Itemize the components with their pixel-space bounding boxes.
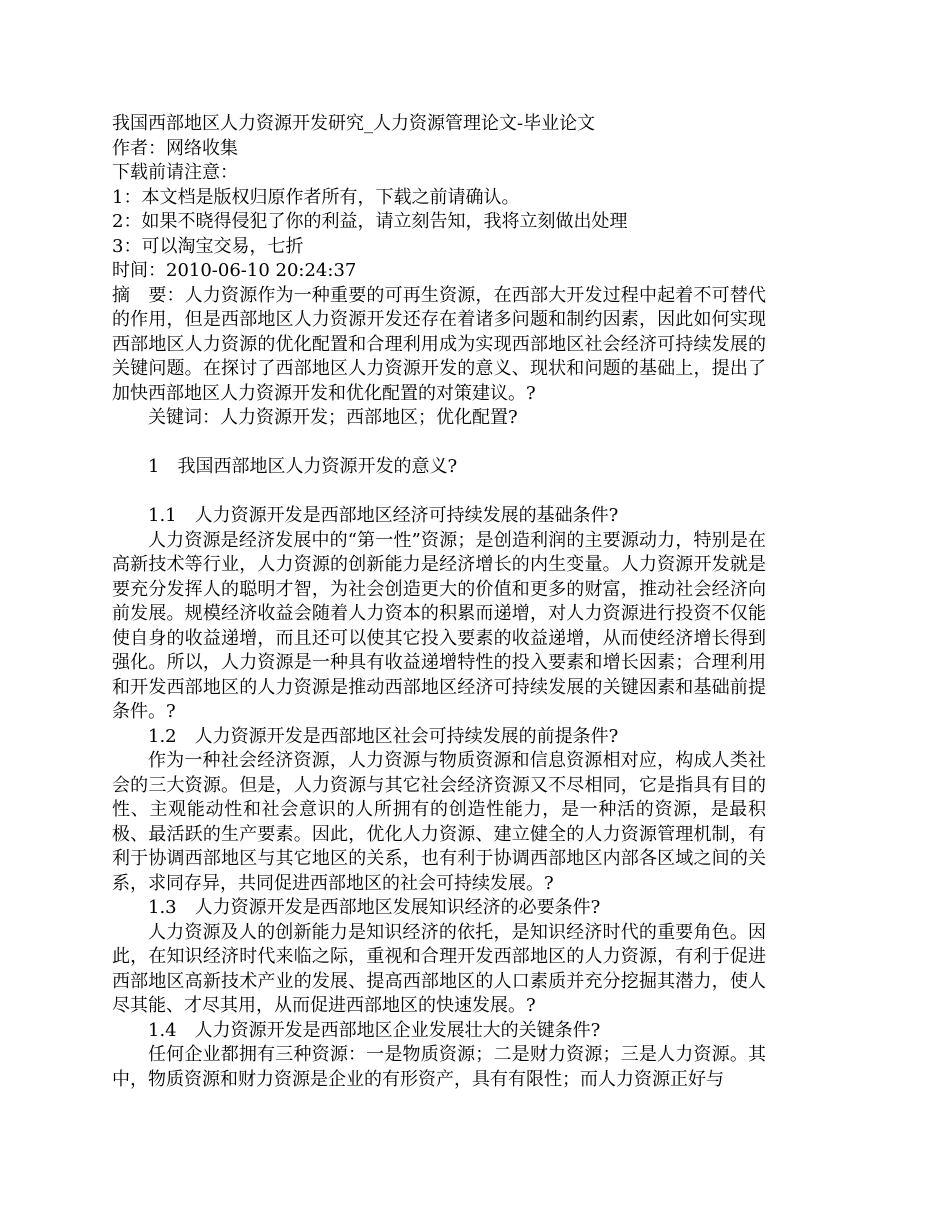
timestamp: 时间：2010-06-10 20:24:37	[112, 260, 357, 281]
subsection-heading-1-4: 1.4 人力资源开发是西部地区企业发展壮大的关键条件?	[148, 1019, 601, 1041]
download-notice: 下载前请注意：	[112, 162, 238, 183]
body-paragraph-1-4: 任何企业都拥有三种资源：一是物质资源；二是财力资源；三是人力资源。其中，物质资源和财力资源是企业的有形资产，具有有限性；而人力资源正好与	[112, 1044, 766, 1090]
document-title: 我国西部地区人力资源开发研究_人力资源管理论文-毕业论文	[112, 113, 596, 134]
author-line: 作者：网络收集	[112, 137, 238, 159]
body-paragraph-1-1: 人力资源是经济发展中的“第一性”资源；是创造利润的主要源动力，特别是在高新技术等行业，人力资源的创新能力是经济增长的内生变量。人力资源开发就是要充分发挥人的聪明才智，为社会创造更大的价值和更多的财富，推动社会经济向前发展。规模经济收益会随着人力资本的积累而递增，对人力资源进行投资不仅能使自身的收益递增，而且还可以使其它投入要素的收益递增，从而使经济增长得到强化。所以，人力资源是一种具有收益递增特性的投入要素和增长因素；合理利用和开发西部地区的人力资源是推动西部地区经济可持续发展的关键因素和基础前提条件。?	[112, 529, 766, 722]
note-2: 2：如果不晓得侵犯了你的利益，请立刻告知，我将立刻做出处理	[112, 211, 628, 232]
note-1: 1：本文档是版权归原作者所有，下载之前请确认。	[112, 186, 520, 208]
body-paragraph-1-2: 作为一种社会经济资源，人力资源与物质资源和信息资源相对应，构成人类社会的三大资源。但是，人力资源与其它社会经济资源又不尽相同，它是指具有目的性、主观能动性和社会意识的人所拥有的创造性能力，是一种活的资源，是最积极、最活跃的生产要素。因此，优化人力资源、建立健全的人力资源管理机制，有利于协调西部地区与其它地区的关系，也有利于协调西部地区内部各区域之间的关系，求同存异，共同促进西部地区的社会可持续发展。?	[112, 750, 766, 894]
keywords-line: 关键词：人力资源开发；西部地区；优化配置?	[148, 407, 518, 428]
document-page	[112, 112, 766, 1092]
subsection-heading-1-1: 1.1 人力资源开发是西部地区经济可持续发展的基础条件?	[148, 505, 619, 526]
subsection-heading-1-3: 1.3 人力资源开发是西部地区发展知识经济的必要条件?	[148, 897, 601, 918]
note-3: 3：可以淘宝交易，七折	[112, 235, 304, 257]
section-heading: 1 我国西部地区人力资源开发的意义?	[148, 456, 458, 477]
body-paragraph-1-3: 人力资源及人的创新能力是知识经济的依托，是知识经济时代的重要角色。因此，在知识经济时代来临之际，重视和合理开发西部地区的人力资源，有利于促进西部地区高新技术产业的发展、提高西部地区的人口素质并充分挖掘其潜力，使人尽其能、才尽其用，从而促进西部地区的快速发展。?	[112, 921, 766, 1016]
abstract-paragraph: 摘 要：人力资源作为一种重要的可再生资源，在西部大开发过程中起着不可替代的作用，但是西部地区人力资源开发还存在着诸多问题和制约因素，因此如何实现西部地区人力资源的优化配置和合理利用成为实现西部地区社会经济可持续发展的关键问题。在探讨了西部地区人力资源开发的意义、现状和问题的基础上，提出了加快西部地区人力资源开发和优化配置的对策建议。?	[112, 284, 766, 404]
subsection-heading-1-2: 1.2 人力资源开发是西部地区社会可持续发展的前提条件?	[148, 725, 619, 747]
